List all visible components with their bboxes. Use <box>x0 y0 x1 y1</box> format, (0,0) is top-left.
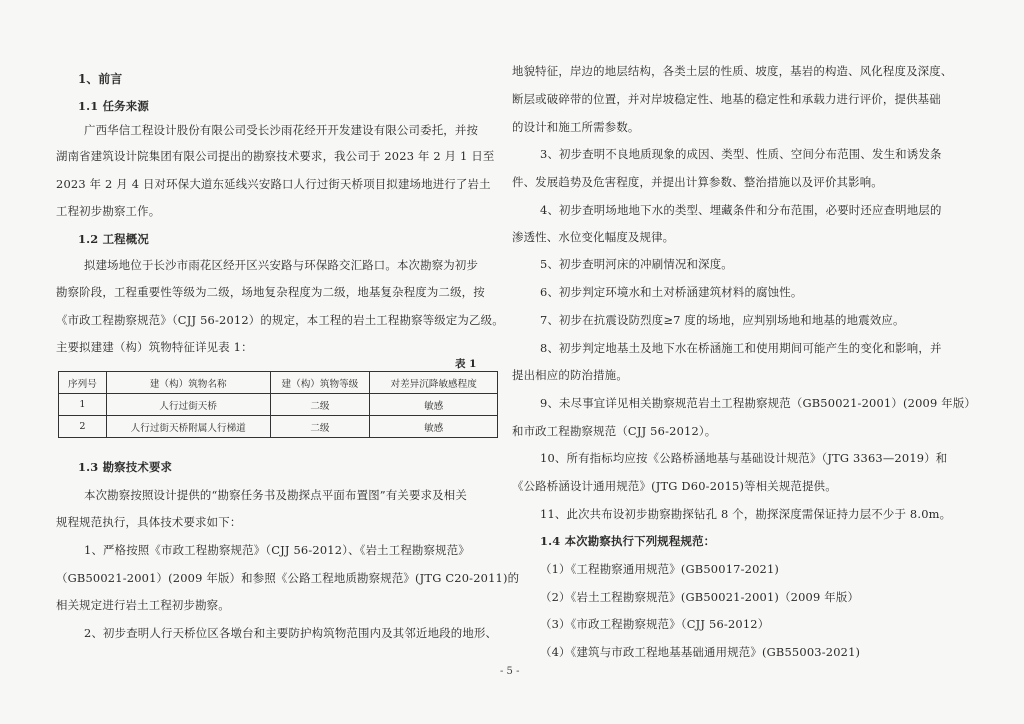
paragraph-line: 规程规范执行，具体技术要求如下： <box>56 515 242 529</box>
table-header-cell: 对差异沉降敏感程度 <box>370 372 498 394</box>
paragraph-line: 和市政工程勘察规范（CJJ 56-2012）。 <box>512 424 717 438</box>
paragraph-line: 8、初步判定地基土及地下水在桥涵施工和使用期间可能产生的变化和影响，并 <box>540 341 942 355</box>
table-header-cell: 建（构）筑物等级 <box>270 372 370 394</box>
paragraph-line: 的设计和施工所需参数。 <box>512 120 640 134</box>
paragraph-line: 渗透性、水位变化幅度及规律。 <box>512 230 675 244</box>
table-header-cell: 序列号 <box>59 372 107 394</box>
paragraph-line: （GB50021-2001）(2009 年版）和参照《公路工程地质勘察规范》(JTG C20-2011)的 <box>56 571 520 585</box>
paragraph-line: 主要拟建建（构）筑物特征详见表 1： <box>56 340 253 354</box>
paragraph-line: 10、所有指标均应按《公路桥涵地基与基础设计规范》（JTG 3363—2019）和 <box>540 451 948 465</box>
paragraph-line: 拟建场地位于长沙市雨花区经开区兴安路与环保路交汇路口。本次勘察为初步 <box>84 258 479 272</box>
paragraph-line: 《市政工程勘察规范》（CJJ 56-2012）的规定，本工程的岩土工程勘察等级定为乙级。 <box>56 313 504 327</box>
building-spec-table <box>58 371 498 438</box>
paragraph-line: 本次勘察按照设计提供的“勘察任务书及勘探点平面布置图”有关要求及相关 <box>84 488 467 502</box>
paragraph-line: 6、初步判定环境水和土对桥涵建筑材料的腐蚀性。 <box>540 285 803 299</box>
paragraph-line: 2023 年 2 月 4 日对环保大道东延线兴安路口人行过街天桥项目拟建场地进行了岩土 <box>56 177 491 191</box>
standard-item: （4）《建筑与市政工程地基基础通用规范》(GB55003-2021) <box>540 645 861 659</box>
paragraph-line: 地貌特征，岸边的地层结构，各类土层的性质、坡度，基岩的构造、风化程度及深度、 <box>512 64 953 78</box>
paragraph-line: 9、未尽事宜详见相关勘察规范岩土工程勘察规范（GB50021-2001）(2009 年版） <box>540 396 976 410</box>
paragraph-line: 2、初步查明人行天桥位区各墩台和主要防护构筑物范围内及其邻近地段的地形、 <box>84 626 498 640</box>
table-cell: 敏感 <box>370 416 498 438</box>
standard-item: （3）《市政工程勘察规范》（CJJ 56-2012） <box>540 617 770 631</box>
paragraph-line: 《公路桥涵设计通用规范》(JTG D60-2015)等相关规范提供。 <box>512 479 837 493</box>
paragraph-line: 相关规定进行岩土工程初步勘察。 <box>56 598 230 612</box>
paragraph-line: 断层或破碎带的位置，并对岸坡稳定性、地基的稳定性和承载力进行评价，提供基础 <box>512 92 941 106</box>
section-1-4-title: 1.4 本次勘察执行下列规程规范： <box>540 534 716 548</box>
page-number: - 5 - <box>500 666 520 677</box>
paragraph-line: 勘察阶段，工程重要性等级为二级，场地复杂程度为二级，地基复杂程度为二级，按 <box>56 285 485 299</box>
paragraph-line: 1、严格按照《市政工程勘察规范》（CJJ 56-2012）、《岩土工程勘察规范》 <box>84 543 470 557</box>
section-1-2-title: 1.2 工程概况 <box>78 232 149 246</box>
table-cell: 人行过街天桥 <box>106 394 270 416</box>
table-header-cell: 建（构）筑物名称 <box>106 372 270 394</box>
paragraph-line: 5、初步查明河床的冲刷情况和深度。 <box>540 257 733 271</box>
heading-preface: 1、前言 <box>78 72 123 86</box>
paragraph-line: 件、发展趋势及危害程度，并提出计算参数、整治措施以及评价其影响。 <box>512 175 883 189</box>
standard-item: （2）《岩土工程勘察规范》(GB50021-2001)（2009 年版） <box>540 590 860 604</box>
table-cell: 敏感 <box>370 394 498 416</box>
table-cell: 1 <box>59 394 107 416</box>
standard-item: （1）《工程勘察通用规范》(GB50017-2021) <box>540 562 780 576</box>
table-cell: 2 <box>59 416 107 438</box>
paragraph-line: 11、此次共布设初步勘察勘探钻孔 8 个，勘探深度需保证持力层不少于 8.0m。 <box>540 507 952 521</box>
table-cell: 二级 <box>270 394 370 416</box>
paragraph-line: 广西华信工程设计股份有限公司受长沙雨花经开开发建设有限公司委托，并按 <box>84 123 479 137</box>
paragraph-line: 3、初步查明不良地质现象的成因、类型、性质、空间分布范围、发生和诱发条 <box>540 147 942 161</box>
paragraph-line: 7、初步在抗震设防烈度≥7 度的场地，应判别场地和地基的地震效应。 <box>540 313 905 327</box>
table-cell: 人行过街天桥附属人行梯道 <box>106 416 270 438</box>
paragraph-line: 湖南省建筑设计院集团有限公司提出的勘察技术要求，我公司于 2023 年 2 月 1 日至 <box>56 149 495 163</box>
table-label: 表 1 <box>455 358 477 370</box>
table-row <box>59 416 498 438</box>
paragraph-line: 4、初步查明场地地下水的类型、埋藏条件和分布范围，必要时还应查明地层的 <box>540 203 942 217</box>
paragraph-line: 工程初步勘察工作。 <box>56 204 161 218</box>
section-1-1-title: 1.1 任务来源 <box>78 99 149 113</box>
paragraph-line: 提出相应的防治措施。 <box>512 368 628 382</box>
table-header-row <box>59 372 498 394</box>
section-1-3-title: 1.3 勘察技术要求 <box>78 460 173 474</box>
table-row <box>59 394 498 416</box>
table-cell: 二级 <box>270 416 370 438</box>
